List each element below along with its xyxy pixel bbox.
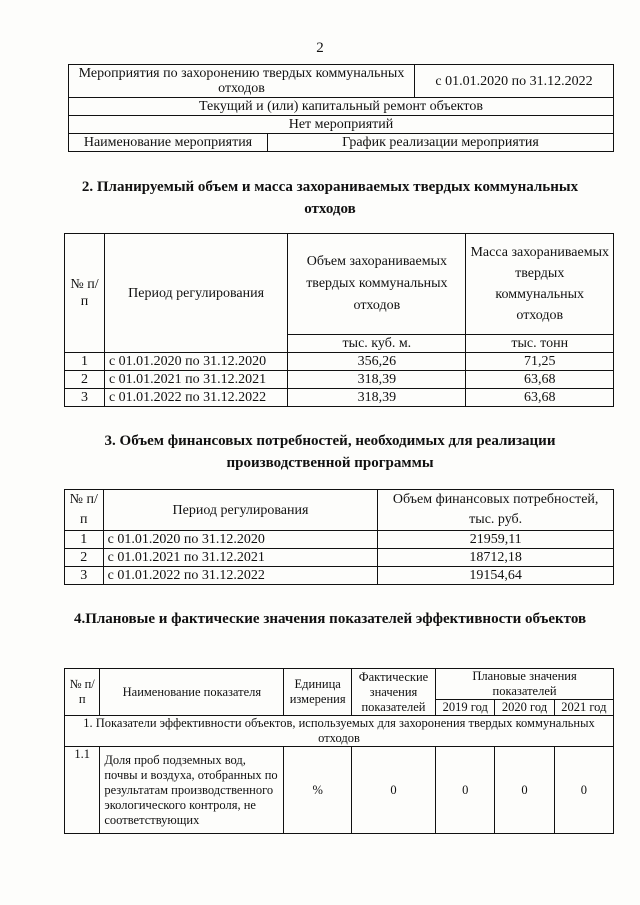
mass-header: Масса захораниваемых твердых коммунальных отходов bbox=[466, 234, 614, 335]
row-value: 21959,11 bbox=[378, 531, 614, 549]
section2-title: 2. Планируемый объем и масса захораниваемых твердых коммунальных отходов bbox=[81, 179, 579, 217]
table-row bbox=[65, 389, 614, 407]
page-number: 2 bbox=[316, 40, 324, 56]
table-row bbox=[65, 371, 614, 389]
name-header: Наименование показателя bbox=[100, 669, 284, 716]
row-actual: 0 bbox=[351, 747, 435, 834]
actual-header: Фактические значения показателей bbox=[351, 669, 435, 716]
mass-unit: тыс. тонн bbox=[466, 335, 614, 353]
table-row bbox=[65, 549, 614, 567]
row-2020: 0 bbox=[495, 747, 554, 834]
finance-table bbox=[64, 489, 614, 585]
year-2019-header: 2019 год bbox=[436, 700, 495, 716]
row-mass: 63,68 bbox=[466, 389, 614, 407]
events-period-cell: с 01.01.2020 по 31.12.2022 bbox=[415, 65, 614, 98]
table-row bbox=[65, 353, 614, 371]
row-volume: 356,26 bbox=[288, 353, 466, 371]
row-num: 3 bbox=[65, 389, 105, 407]
row-2019: 0 bbox=[436, 747, 495, 834]
schedule-header: График реализации мероприятия bbox=[268, 134, 614, 152]
row-value: 19154,64 bbox=[378, 567, 614, 585]
waste-volume-table bbox=[64, 233, 614, 407]
period-header: Период регулирования bbox=[103, 490, 378, 531]
row-num: 1.1 bbox=[65, 747, 100, 834]
row-period: с 01.01.2020 по 31.12.2020 bbox=[103, 531, 378, 549]
year-2020-header: 2020 год bbox=[495, 700, 554, 716]
repair-cell: Текущий и (или) капитальный ремонт объектов bbox=[69, 98, 614, 116]
indicator-group: 1. Показатели эффективности объектов, используемых для захоронения твердых коммунальных отходов bbox=[65, 716, 614, 747]
no-events-cell: Нет мероприятий bbox=[69, 116, 614, 134]
year-2021-header: 2021 год bbox=[554, 700, 613, 716]
table-row bbox=[65, 747, 614, 834]
section4-title: 4.Плановые и фактические значения показателей эффективности объектов bbox=[73, 611, 587, 627]
row-volume: 318,39 bbox=[288, 371, 466, 389]
row-period: с 01.01.2022 по 31.12.2022 bbox=[104, 389, 287, 407]
num-header: № п/п bbox=[65, 234, 105, 353]
row-period: с 01.01.2020 по 31.12.2020 bbox=[104, 353, 287, 371]
num-header: № п/п bbox=[65, 669, 100, 716]
row-num: 2 bbox=[65, 549, 104, 567]
indicators-table bbox=[64, 668, 614, 834]
events-table bbox=[68, 64, 614, 152]
row-unit: % bbox=[284, 747, 351, 834]
planned-header: Плановые значения показателей bbox=[436, 669, 614, 700]
row-num: 1 bbox=[65, 531, 104, 549]
row-period: с 01.01.2021 по 31.12.2021 bbox=[103, 549, 378, 567]
row-volume: 318,39 bbox=[288, 389, 466, 407]
row-name: Доля проб подземных вод, почвы и воздуха, отобранных по результатам производственного экологического контроля, не соответствующих bbox=[100, 747, 284, 834]
row-period: с 01.01.2021 по 31.12.2021 bbox=[104, 371, 287, 389]
row-mass: 71,25 bbox=[466, 353, 614, 371]
row-2021: 0 bbox=[554, 747, 613, 834]
row-num: 2 bbox=[65, 371, 105, 389]
row-mass: 63,68 bbox=[466, 371, 614, 389]
section3-title: 3. Объем финансовых потребностей, необходимых для реализации производственной программы bbox=[104, 433, 556, 471]
volume-unit: тыс. куб. м. bbox=[288, 335, 466, 353]
table-row bbox=[65, 531, 614, 549]
row-period: с 01.01.2022 по 31.12.2022 bbox=[103, 567, 378, 585]
row-num: 1 bbox=[65, 353, 105, 371]
period-header: Период регулирования bbox=[104, 234, 287, 353]
events-cell: Мероприятия по захоронению твердых коммунальных отходов bbox=[69, 65, 415, 98]
table-row bbox=[65, 567, 614, 585]
num-header: № п/п bbox=[65, 490, 104, 531]
volume-header: Объем захораниваемых твердых коммунальных отходов bbox=[288, 234, 466, 335]
row-value: 18712,18 bbox=[378, 549, 614, 567]
row-num: 3 bbox=[65, 567, 104, 585]
finance-header: Объем финансовых потребностей, тыс. руб. bbox=[378, 490, 614, 531]
unit-header: Единица измерения bbox=[284, 669, 351, 716]
event-name-header: Наименование мероприятия bbox=[69, 134, 268, 152]
